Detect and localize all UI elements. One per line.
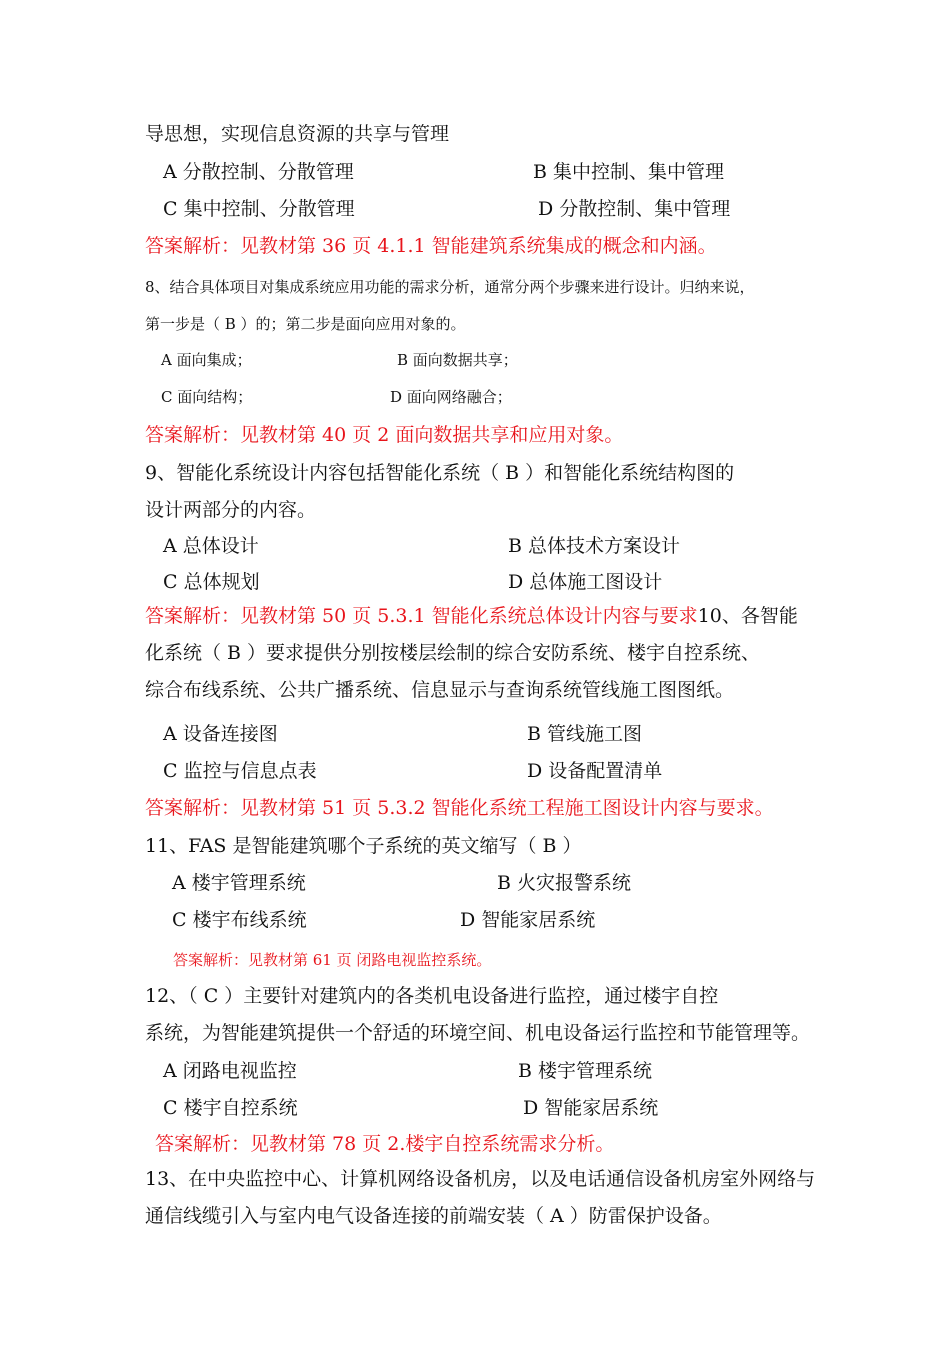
q10-option-d: D 设备配置清单: [527, 760, 663, 782]
q8-option-a: A 面向集成；: [161, 351, 252, 369]
q10-option-b: B 管线施工图: [527, 723, 643, 745]
q8-stem-line1: 8、结合具体项目对集成系统应用功能的需求分析，通常分两个步骤来进行设计。归纳来说，: [145, 278, 755, 296]
q13-stem-line2: 通信线缆引入与室内电气设备连接的前端安装（ A ）防雷保护设备。: [145, 1205, 722, 1227]
q11-stem: 11、FAS 是智能建筑哪个子系统的英文缩写（ B ）: [145, 835, 582, 857]
q7-option-b: B 集中控制、集中管理: [533, 161, 725, 183]
q7-option-d: D 分散控制、集中管理: [538, 198, 731, 220]
q8-option-d: D 面向网络融合；: [390, 388, 512, 406]
q12-stem-line2: 系统，为智能建筑提供一个舒适的环境空间、机电设备运行监控和节能管理等。: [145, 1022, 811, 1044]
q12-option-a: A 闭路电视监控: [163, 1060, 297, 1082]
q12-option-c: C 楼宇自控系统: [163, 1097, 298, 1119]
q11-answer: 答案解析：见教材第 61 页 闭路电视监控系统。: [173, 951, 492, 969]
q12-answer: 答案解析：见教材第 78 页 2.楼宇自控系统需求分析。: [155, 1133, 615, 1155]
q13-stem-line1: 13、在中央监控中心、计算机网络设备机房，以及电话通信设备机房室外网络与: [145, 1168, 816, 1190]
q8-stem-line2: 第一步是（ B ）的；第二步是面向应用对象的。: [145, 315, 466, 333]
q8-answer: 答案解析：见教材第 40 页 2 面向数据共享和应用对象。: [145, 424, 624, 446]
q12-stem-line1: 12、（ C ）主要针对建筑内的各类机电设备进行监控，通过楼宇自控: [145, 985, 719, 1007]
q9-option-c: C 总体规划: [163, 571, 260, 593]
q9-answer: 答案解析：见教材第 50 页 5.3.1 智能化系统总体设计内容与要求: [145, 605, 698, 627]
q11-option-d: D 智能家居系统: [460, 909, 596, 931]
q12-option-d: D 智能家居系统: [523, 1097, 659, 1119]
q11-option-c: C 楼宇布线系统: [172, 909, 307, 931]
q10-option-a: A 设备连接图: [163, 723, 278, 745]
q7-stem-tail: 导思想，实现信息资源的共享与管理: [145, 123, 450, 145]
q10-stem-line2: 化系统（ B ）要求提供分别按楼层绘制的综合安防系统、楼宇自控系统、: [145, 642, 761, 664]
q7-option-c: C 集中控制、分散管理: [163, 198, 355, 220]
q9-answer-line: [145, 603, 798, 629]
q10-option-c: C 监控与信息点表: [163, 760, 317, 782]
q7-answer: 答案解析：见教材第 36 页 4.1.1 智能建筑系统集成的概念和内涵。: [145, 235, 717, 257]
q10-stem-start: 10、各智能: [697, 605, 798, 627]
q9-option-a: A 总体设计: [163, 535, 259, 557]
q10-answer: 答案解析：见教材第 51 页 5.3.2 智能化系统工程施工图设计内容与要求。: [145, 797, 774, 819]
q10-stem-line3: 综合布线系统、公共广播系统、信息显示与查询系统管线施工图图纸。: [145, 679, 735, 701]
q11-option-b: B 火灾报警系统: [497, 872, 632, 894]
q8-option-c: C 面向结构；: [161, 388, 253, 406]
q9-option-b: B 总体技术方案设计: [508, 535, 681, 557]
q9-stem-line1: 9、智能化系统设计内容包括智能化系统（ B ）和智能化系统结构图的: [145, 462, 735, 484]
q9-option-d: D 总体施工图设计: [508, 571, 663, 593]
q8-option-b: B 面向数据共享；: [397, 351, 518, 369]
q7-option-a: A 分散控制、分散管理: [163, 161, 354, 183]
q9-stem-line2: 设计两部分的内容。: [145, 499, 317, 521]
q12-option-b: B 楼宇管理系统: [518, 1060, 653, 1082]
q11-option-a: A 楼宇管理系统: [172, 872, 306, 894]
